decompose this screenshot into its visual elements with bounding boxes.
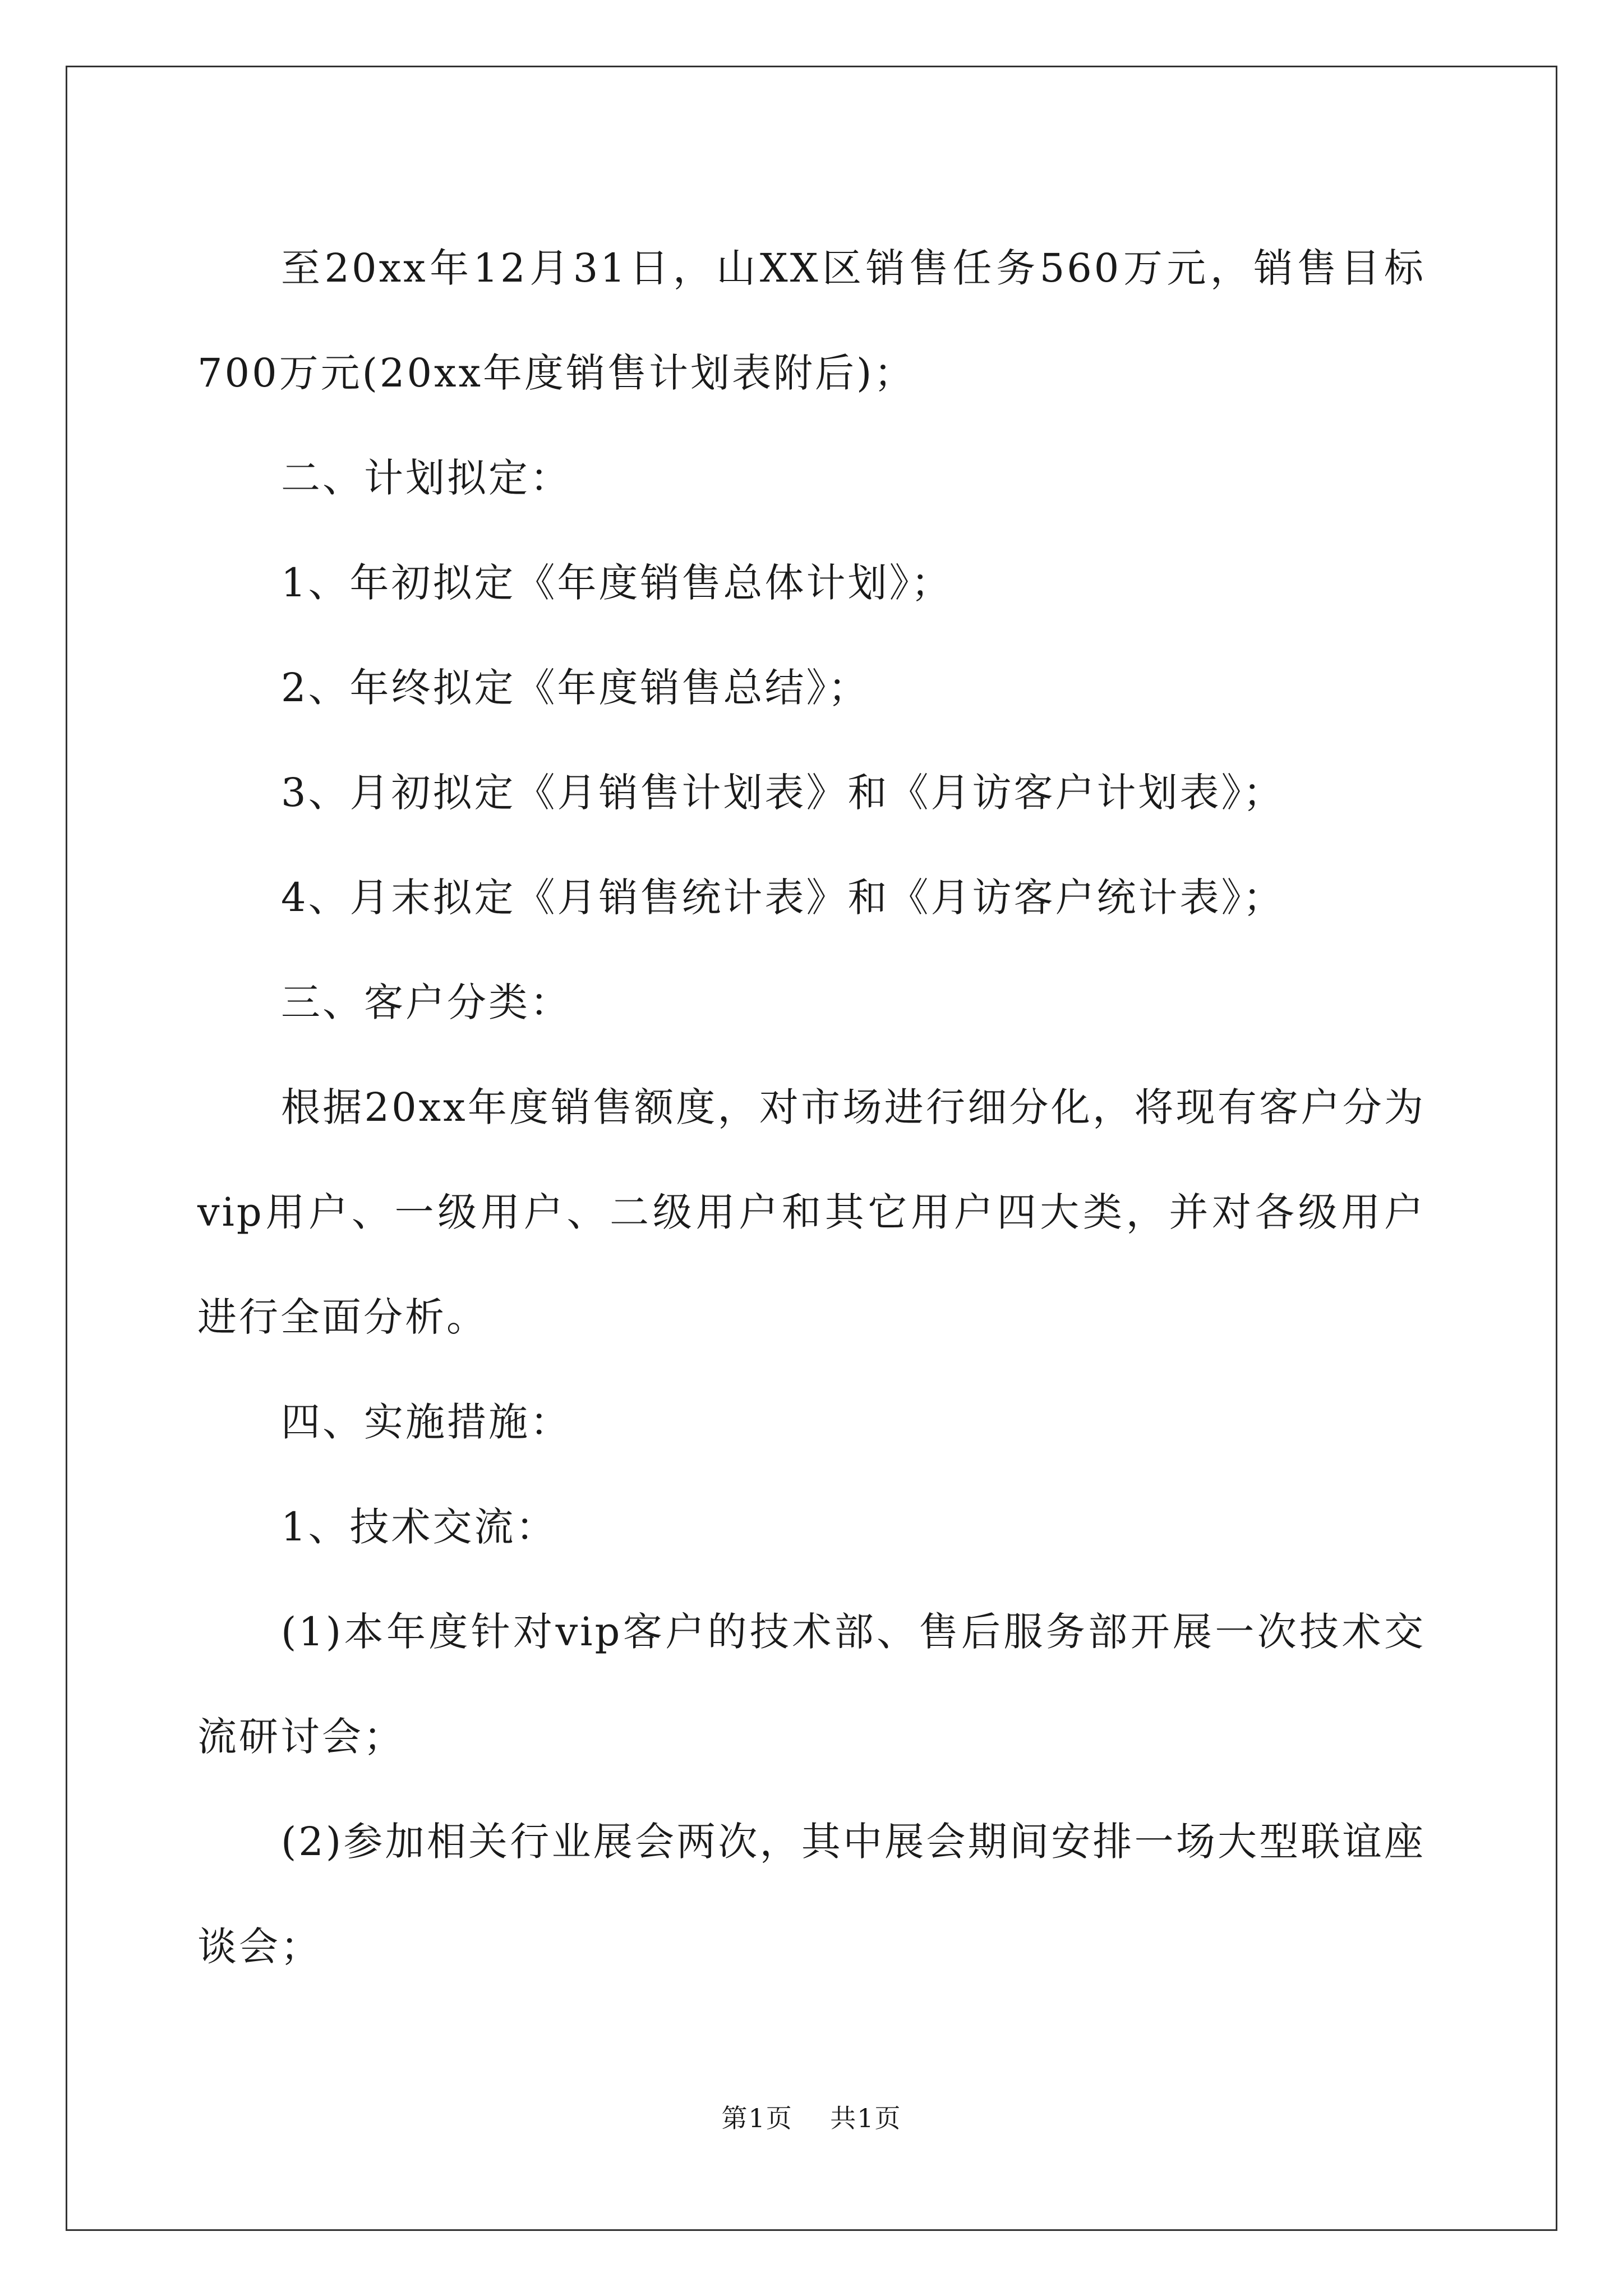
- page-number-current: 第1页: [721, 2103, 793, 2133]
- paragraph-customer-classification: 根据20xx年度销售额度，对市场进行细分化，将现有客户分为vip用户、一级用户、二级用户和其它用户四大类，并对各级用户进行全面分析。: [197, 1084, 1426, 1340]
- paragraph-sales-target: 至20xx年12月31日，山XX区销售任务560万元，销售目标700万元(20xx年度销售计划表附后)；: [197, 245, 1426, 396]
- paragraph-measure-2: (2)参加相关行业展会两次，其中展会期间安排一场大型联谊座谈会；: [197, 1819, 1426, 1970]
- paragraph-plan-item-4: 4、月末拟定《月销售统计表》和《月访客户统计表》；: [281, 875, 1285, 921]
- paragraph-measure-1: (1)本年度针对vip客户的技术部、售后服务部开展一次技术交流研讨会；: [197, 1609, 1426, 1760]
- page-number-total: 共1页: [830, 2103, 902, 2133]
- paragraph-plan-item-2: 2、年终拟定《年度销售总结》；: [281, 665, 870, 711]
- heading-technical-exchange: 1、技术交流：: [281, 1504, 557, 1550]
- document-body: [197, 216, 1426, 1999]
- paragraph-plan-item-3: 3、月初拟定《月销售计划表》和《月访客户计划表》；: [281, 770, 1285, 816]
- heading-plan-drafting: 二、计划拟定：: [281, 455, 571, 501]
- page-footer: [0, 2098, 1623, 2135]
- heading-customer-classification: 三、客户分类：: [281, 979, 571, 1025]
- heading-implementation-measures: 四、实施措施：: [281, 1399, 571, 1445]
- paragraph-plan-item-1: 1、年初拟定《年度销售总体计划》；: [281, 560, 953, 606]
